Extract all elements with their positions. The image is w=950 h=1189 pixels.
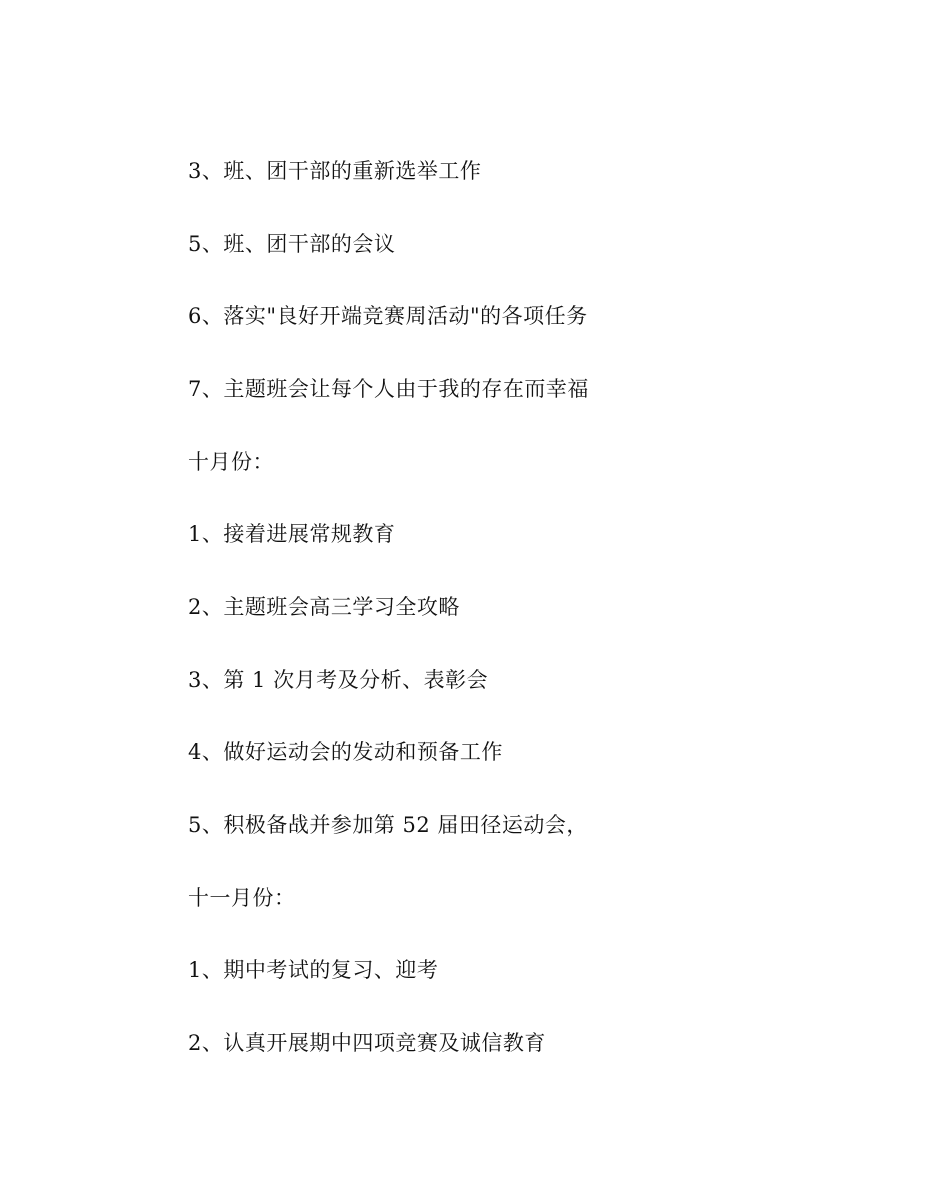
text-line: 5、积极备战并参加第 52 届田径运动会， [188,813,588,837]
section-heading-october: 十月份： [188,450,274,474]
text-line: 3、第 1 次月考及分析、表彰会 [188,668,489,692]
text-line: 1、期中考试的复习、迎考 [188,958,439,982]
text-line: 2、认真开展期中四项竞赛及诚信教育 [188,1031,546,1055]
text-line: 1、接着进展常规教育 [188,522,396,546]
text-line: 7、主题班会让每个人由于我的存在而幸福 [188,377,589,401]
text-line: 4、做好运动会的发动和预备工作 [188,740,503,764]
section-heading-november: 十一月份： [188,886,296,910]
text-line: 5、班、团干部的会议 [188,232,396,256]
text-line: 2、主题班会高三学习全攻略 [188,595,460,619]
text-line: 3、班、团干部的重新选举工作 [188,159,482,183]
text-line: 6、落实"良好开端竞赛周活动"的各项任务 [188,304,588,328]
